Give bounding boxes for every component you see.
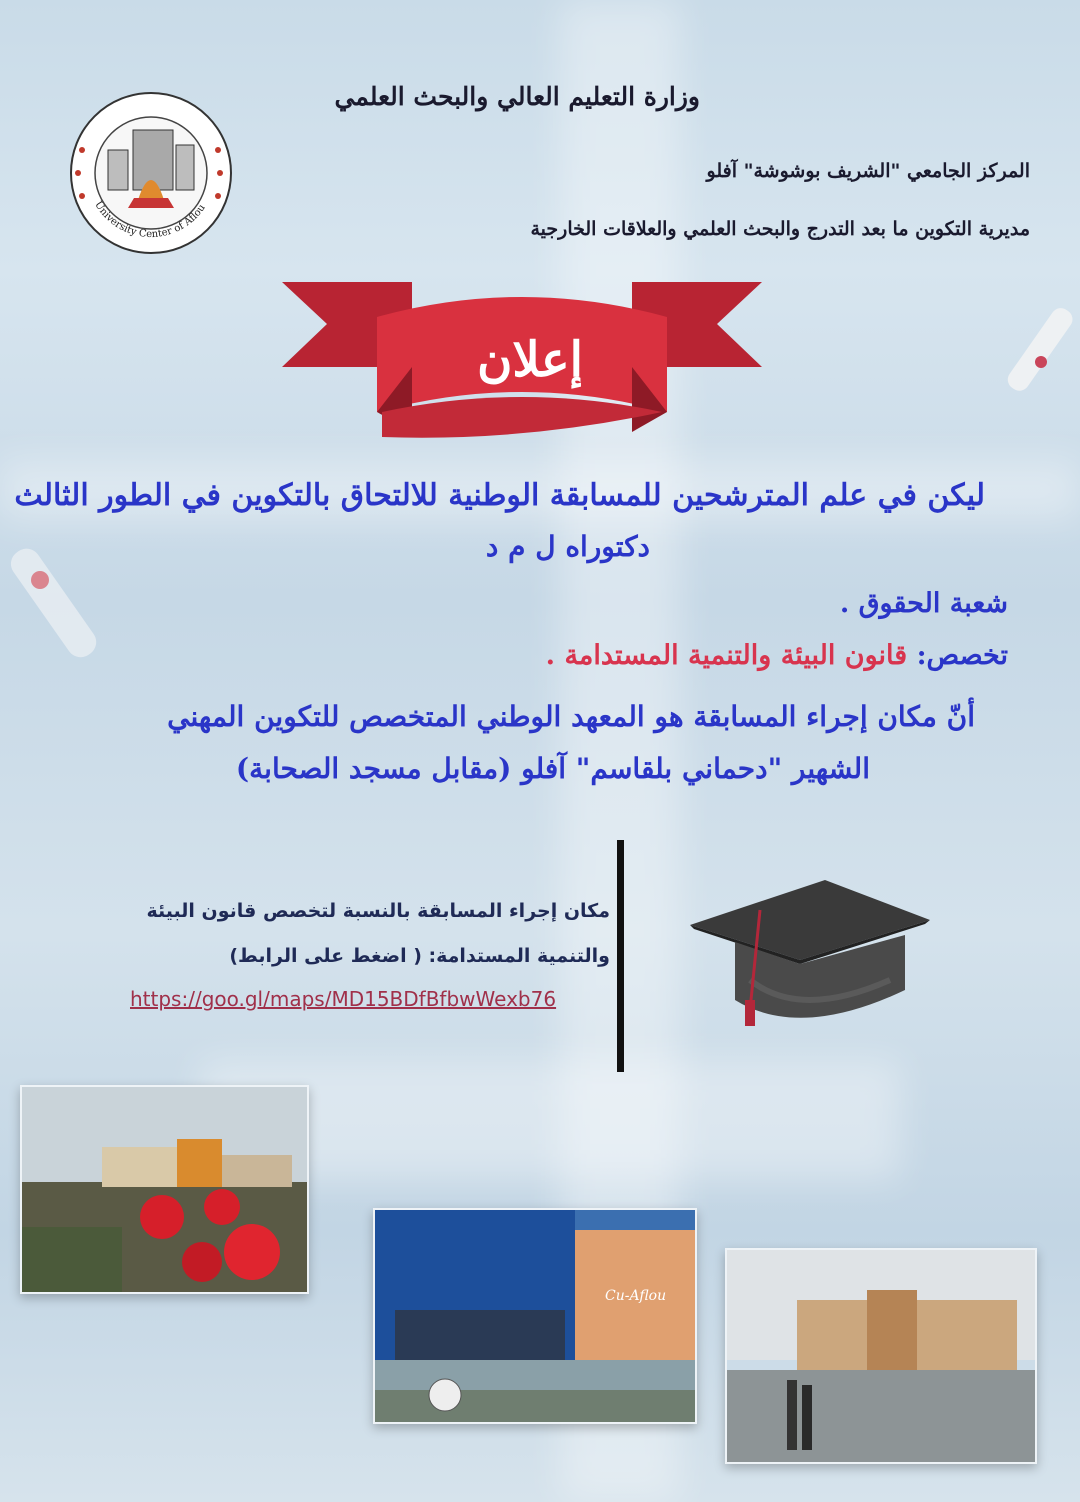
university-seal-icon bbox=[68, 90, 234, 256]
venue-line-2: الشهير "دحماني بلقاسم" آفلو (مقابل مسجد الصحابة) bbox=[235, 752, 870, 785]
specialty-line bbox=[546, 640, 1008, 671]
ministry-name: وزارة التعليم العالي والبحث العلمي bbox=[334, 82, 700, 111]
campus-sign-text: Cu-Aflou bbox=[605, 1288, 667, 1304]
venue-info-line-1: مكان إجراء المسابقة بالنسبة لتخصص قانون البيئة bbox=[146, 900, 610, 922]
university-center-name: المركز الجامعي "الشريف بوشوشة" آفلو bbox=[706, 160, 1030, 182]
vertical-divider bbox=[617, 840, 624, 1072]
diploma-scroll-icon bbox=[0, 540, 110, 670]
field-line: شعبة الحقوق . bbox=[839, 588, 1008, 619]
diploma-scroll-icon bbox=[995, 300, 1075, 410]
specialty-value: قانون البيئة والتنمية المستدامة . bbox=[545, 640, 917, 671]
venue-info-line-2: والتنمية المستدامة: ( اضغط على الرابط) bbox=[229, 945, 610, 967]
campus-photo-roses bbox=[20, 1085, 309, 1294]
announcement-line-1: ليكن في علم المترشحين للمسابقة الوطنية للالتحاق بالتكوين في الطور الثالث bbox=[14, 478, 985, 513]
venue-line-1: أنّ مكان إجراء المسابقة هو المعهد الوطني المتخصص للتكوين المهني bbox=[167, 700, 975, 733]
specialty-label: تخصص: bbox=[916, 640, 1008, 671]
announcement-line-2: دكتوراه ل م د bbox=[485, 530, 650, 563]
logo-text: University Center of Aflou bbox=[92, 199, 208, 241]
maps-link[interactable]: https://goo.gl/maps/MD15BDfBfbwWexb76 bbox=[130, 987, 557, 1011]
graduation-cap-icon bbox=[690, 880, 930, 1030]
campus-photo-courtyard bbox=[725, 1248, 1037, 1464]
directorate-name: مديرية التكوين ما بعد التدرج والبحث العلمي والعلاقات الخارجية bbox=[530, 218, 1030, 240]
campus-photo-entrance bbox=[373, 1208, 697, 1424]
announcement-title: إعلان bbox=[477, 332, 583, 388]
